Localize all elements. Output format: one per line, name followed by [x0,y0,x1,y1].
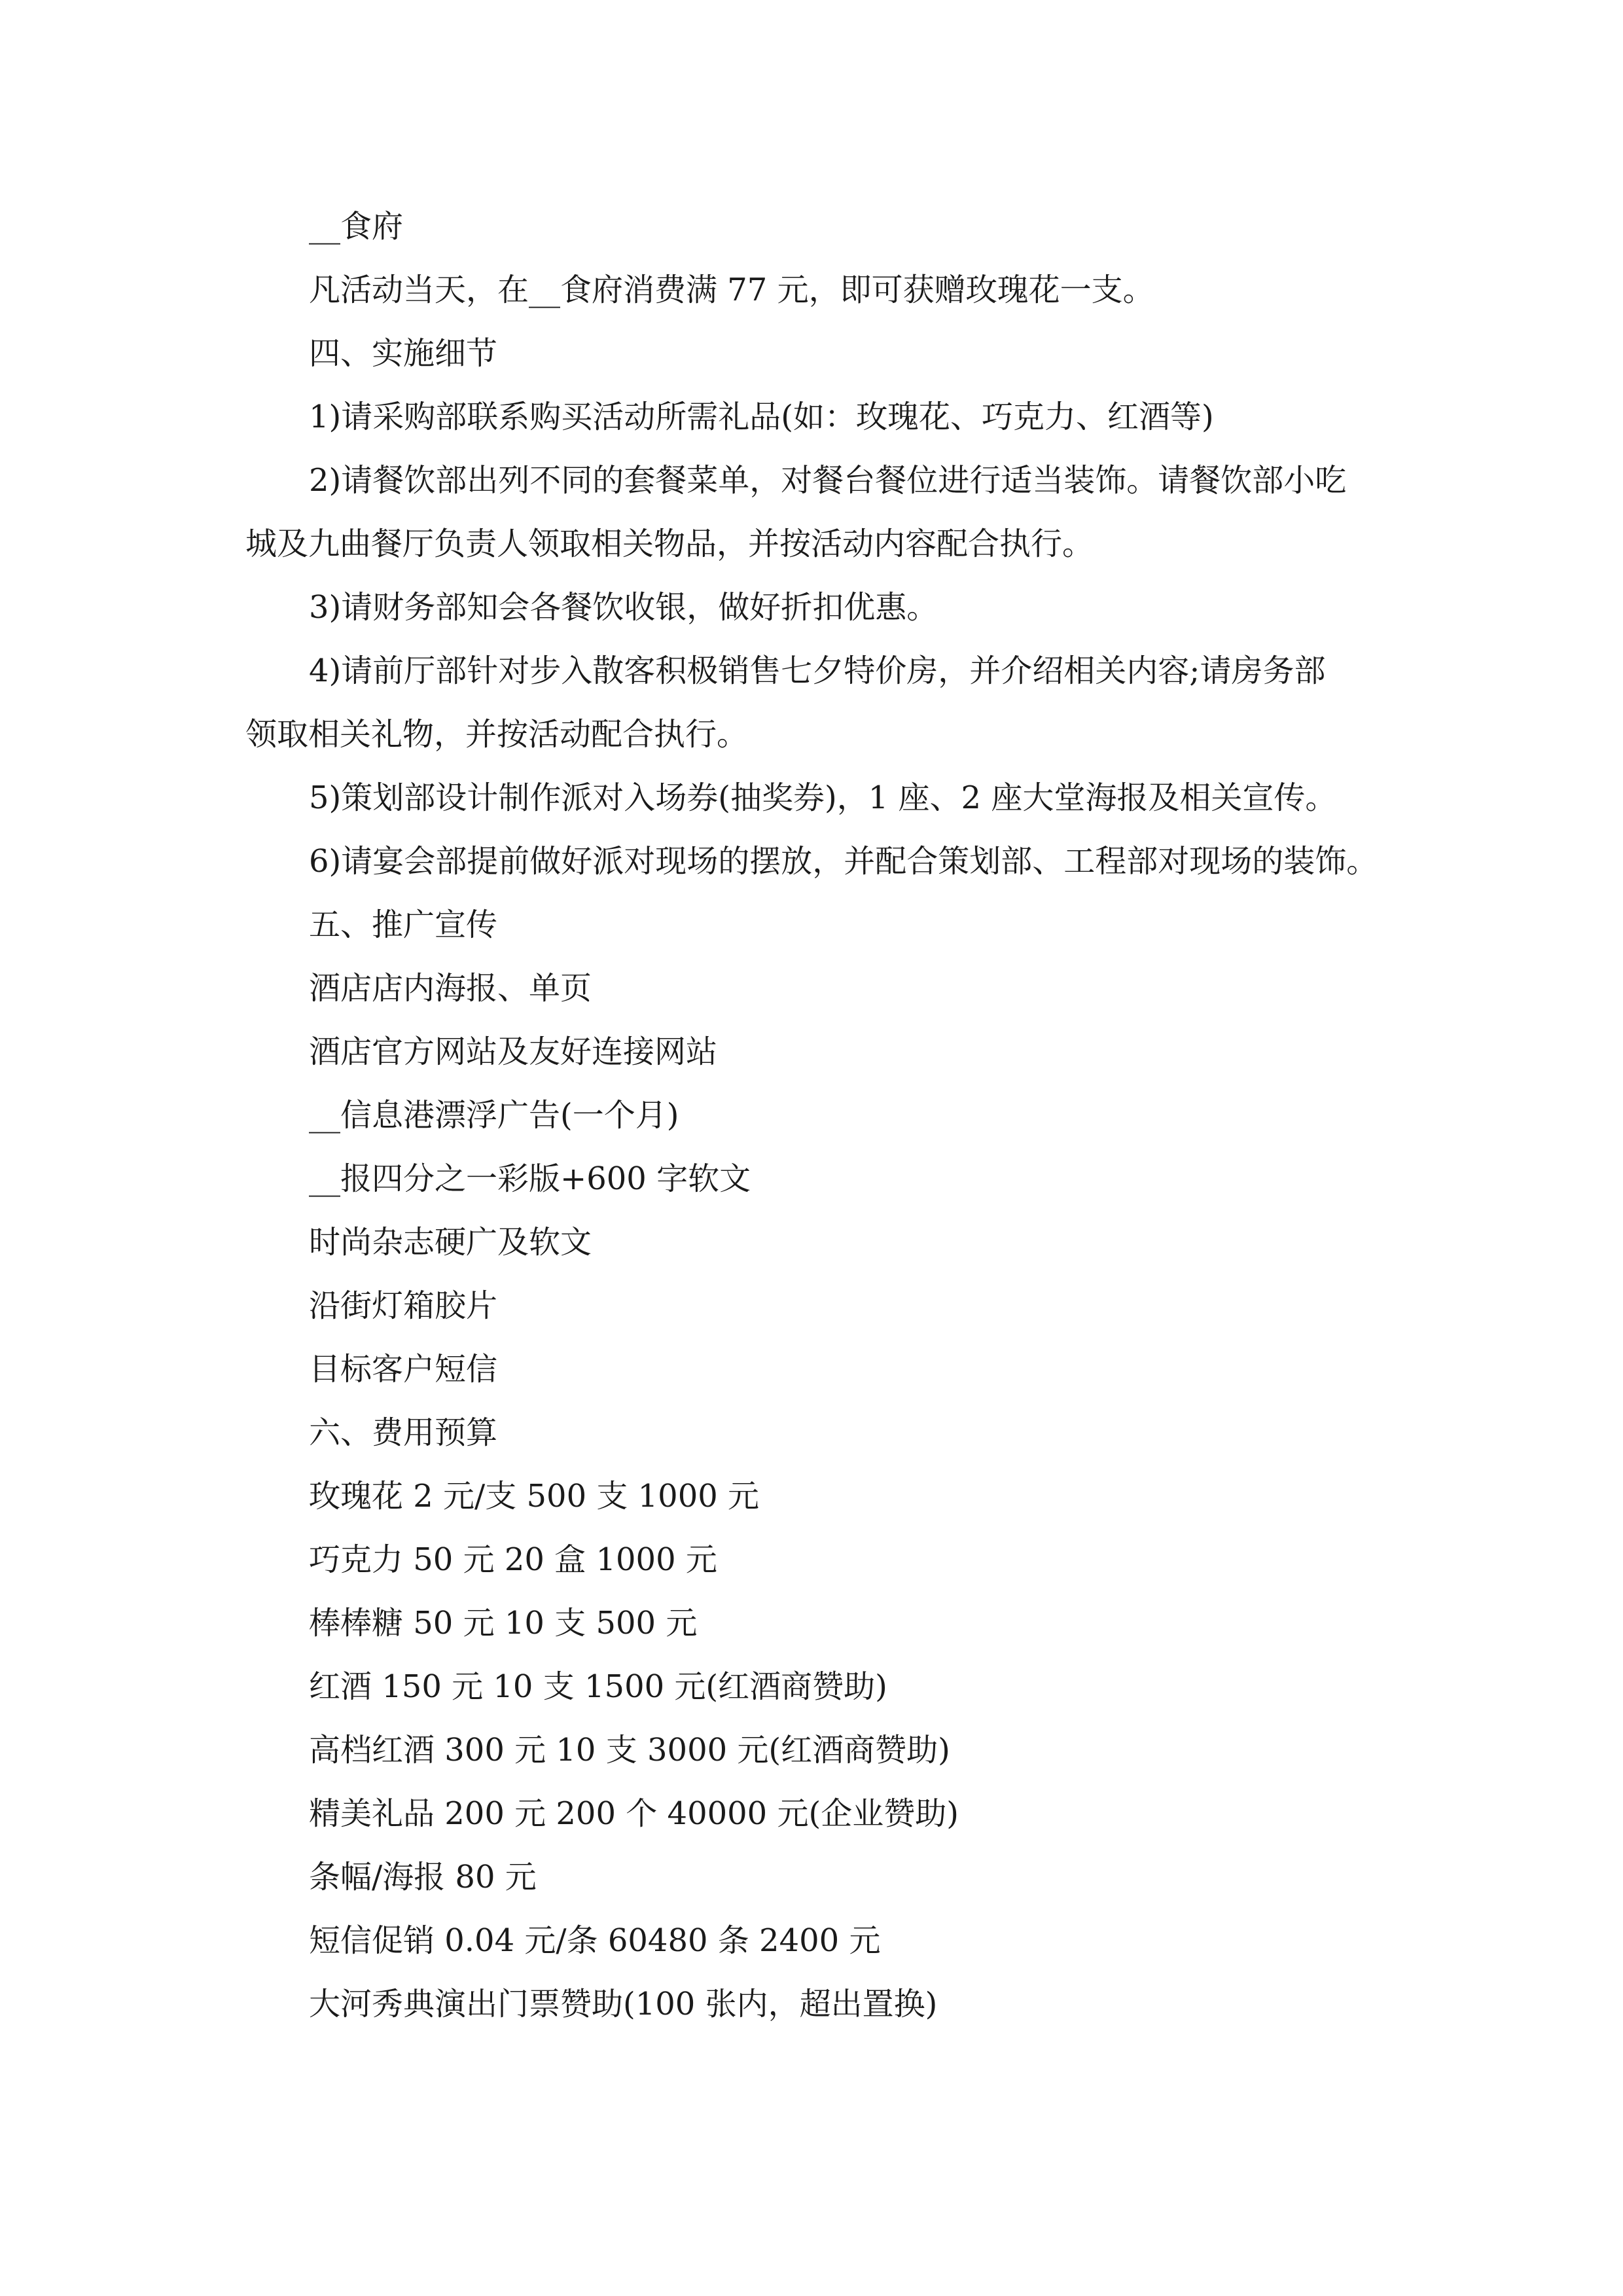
paragraph-item-2: 2)请餐饮部出列不同的套餐菜单，对餐台餐位进行适当装饰。请餐饮部小吃 [309,462,1347,499]
paragraph-item-5: 5)策划部设计制作派对入场券(抽奖券)，1 座、2 座大堂海报及相关宣传。 [309,780,1337,816]
paragraph-item-4: 4)请前厅部针对步入散客积极销售七夕特价房，并介绍相关内容;请房务部 [309,653,1326,689]
budget-item: 大河秀典演出门票赞助(100 张内，超出置换) [309,1986,938,2022]
promotion-item: 酒店官方网站及友好连接网站 [309,1033,718,1070]
paragraph-item-6: 6)请宴会部提前做好派对现场的摆放，并配合策划部、工程部对现场的装饰。 [309,843,1378,880]
budget-item: 短信促销 0.04 元/条 60480 条 2400 元 [309,1922,881,1959]
promotion-item: __信息港漂浮广告(一个月) [309,1097,679,1134]
budget-item: 条幅/海报 80 元 [309,1859,537,1895]
document-body [245,195,1381,2036]
section-heading-implementation: 四、实施细节 [309,335,498,372]
budget-item: 精美礼品 200 元 200 个 40000 元(企业赞助) [309,1795,959,1832]
promotion-item: __报四分之一彩版+600 字软文 [309,1160,751,1197]
promotion-item: 时尚杂志硬广及软文 [309,1224,592,1261]
section-heading-budget: 六、费用预算 [309,1414,498,1451]
budget-item: 高档红酒 300 元 10 支 3000 元(红酒商赞助) [309,1732,950,1768]
budget-item: 红酒 150 元 10 支 1500 元(红酒商赞助) [309,1668,887,1705]
section-heading-promotion: 五、推广宣传 [309,906,498,943]
paragraph-restaurant-name: __食府 [309,208,404,245]
budget-item: 玫瑰花 2 元/支 500 支 1000 元 [309,1478,760,1515]
promotion-item: 目标客户短信 [309,1351,498,1388]
promotion-item: 沿街灯箱胶片 [309,1287,498,1324]
paragraph-item-1: 1)请采购部联系购买活动所需礼品(如：玫瑰花、巧克力、红酒等) [309,399,1214,435]
paragraph-restaurant-offer: 凡活动当天，在__食府消费满 77 元，即可获赠玫瑰花一支。 [309,272,1154,308]
budget-item: 巧克力 50 元 20 盒 1000 元 [309,1541,717,1578]
promotion-item: 酒店店内海报、单页 [309,970,592,1007]
paragraph-item-3: 3)请财务部知会各餐饮收银，做好折扣优惠。 [309,589,938,626]
budget-item: 棒棒糖 50 元 10 支 500 元 [309,1605,698,1641]
paragraph-item-2-continued: 城及九曲餐厅负责人领取相关物品，并按活动内容配合执行。 [245,526,1094,562]
paragraph-item-4-continued: 领取相关礼物，并按活动配合执行。 [245,716,749,753]
